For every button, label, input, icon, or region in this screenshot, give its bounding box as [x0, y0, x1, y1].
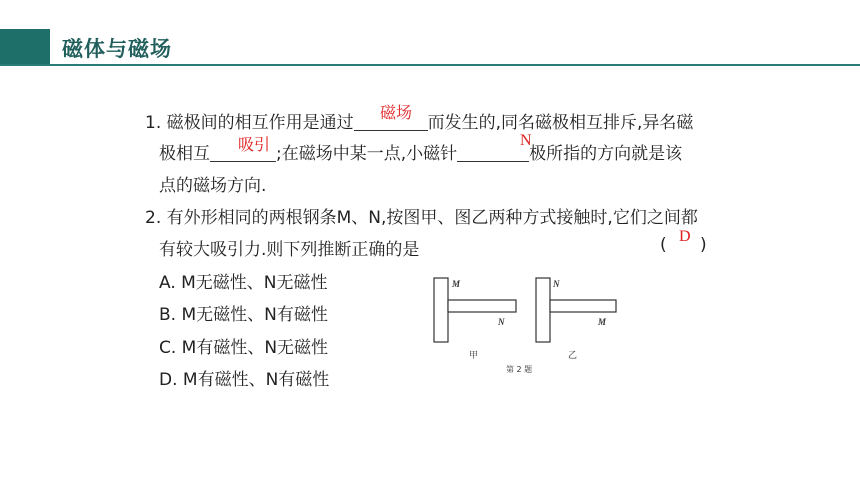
- jia-horizontal-bar: [448, 300, 516, 312]
- q1-line1-post: 而发生的,同名磁极相互排斥,异名磁: [427, 113, 694, 133]
- yi-caption: 乙: [568, 351, 578, 361]
- figure-jia: [434, 278, 516, 361]
- jia-caption: 甲: [469, 351, 479, 361]
- yi-horizontal-bar: [550, 300, 616, 312]
- q1-line3: 点的磁场方向.: [159, 176, 267, 196]
- q1-answer1: 磁场: [380, 103, 413, 122]
- yi-label-top: N: [553, 279, 560, 289]
- jia-label-bottom: N: [498, 317, 505, 327]
- q2-paren-open: (: [660, 235, 667, 255]
- header-divider: [0, 64, 860, 66]
- yi-vertical-bar: [536, 278, 550, 342]
- q2-paren-close: ): [700, 235, 707, 255]
- q1-answer2: 吸引: [238, 135, 271, 154]
- q2-line2: 有较大吸引力.则下列推断正确的是: [159, 240, 420, 260]
- q2-option-c: C. M有磁性、N无磁性: [159, 338, 329, 358]
- q2-answer: D: [679, 228, 691, 245]
- page-title: 磁体与磁场: [62, 37, 172, 61]
- yi-label-bottom: M: [598, 317, 607, 327]
- figure-caption: 第 2 题: [506, 365, 533, 374]
- q1-line1-pre: 1. 磁极间的相互作用是通过: [145, 113, 354, 133]
- q1-line2-pre: 极相互: [159, 144, 210, 164]
- q2-option-d: D. M有磁性、N有磁性: [159, 370, 330, 390]
- header-accent-bar: [0, 29, 50, 65]
- jia-vertical-bar: [434, 278, 448, 342]
- question-2-figure: [428, 272, 628, 382]
- figure-yi: [536, 278, 616, 361]
- q1-line2-post: 极所指的方向就是该: [529, 144, 683, 164]
- q1-answer3: N: [520, 132, 532, 149]
- q1-line2-mid: ;在磁场中某一点,小磁针: [276, 144, 458, 164]
- q1-line1: [145, 108, 693, 133]
- jia-label-top: M: [452, 279, 461, 289]
- q2-option-a: A. M无磁性、N无磁性: [159, 273, 328, 293]
- q2-option-b: B. M无磁性、N有磁性: [159, 305, 328, 325]
- q2-line1: 2. 有外形相同的两根钢条M、N,按图甲、图乙两种方式接触时,它们之间都: [145, 208, 698, 228]
- q1-blank3: [457, 143, 529, 162]
